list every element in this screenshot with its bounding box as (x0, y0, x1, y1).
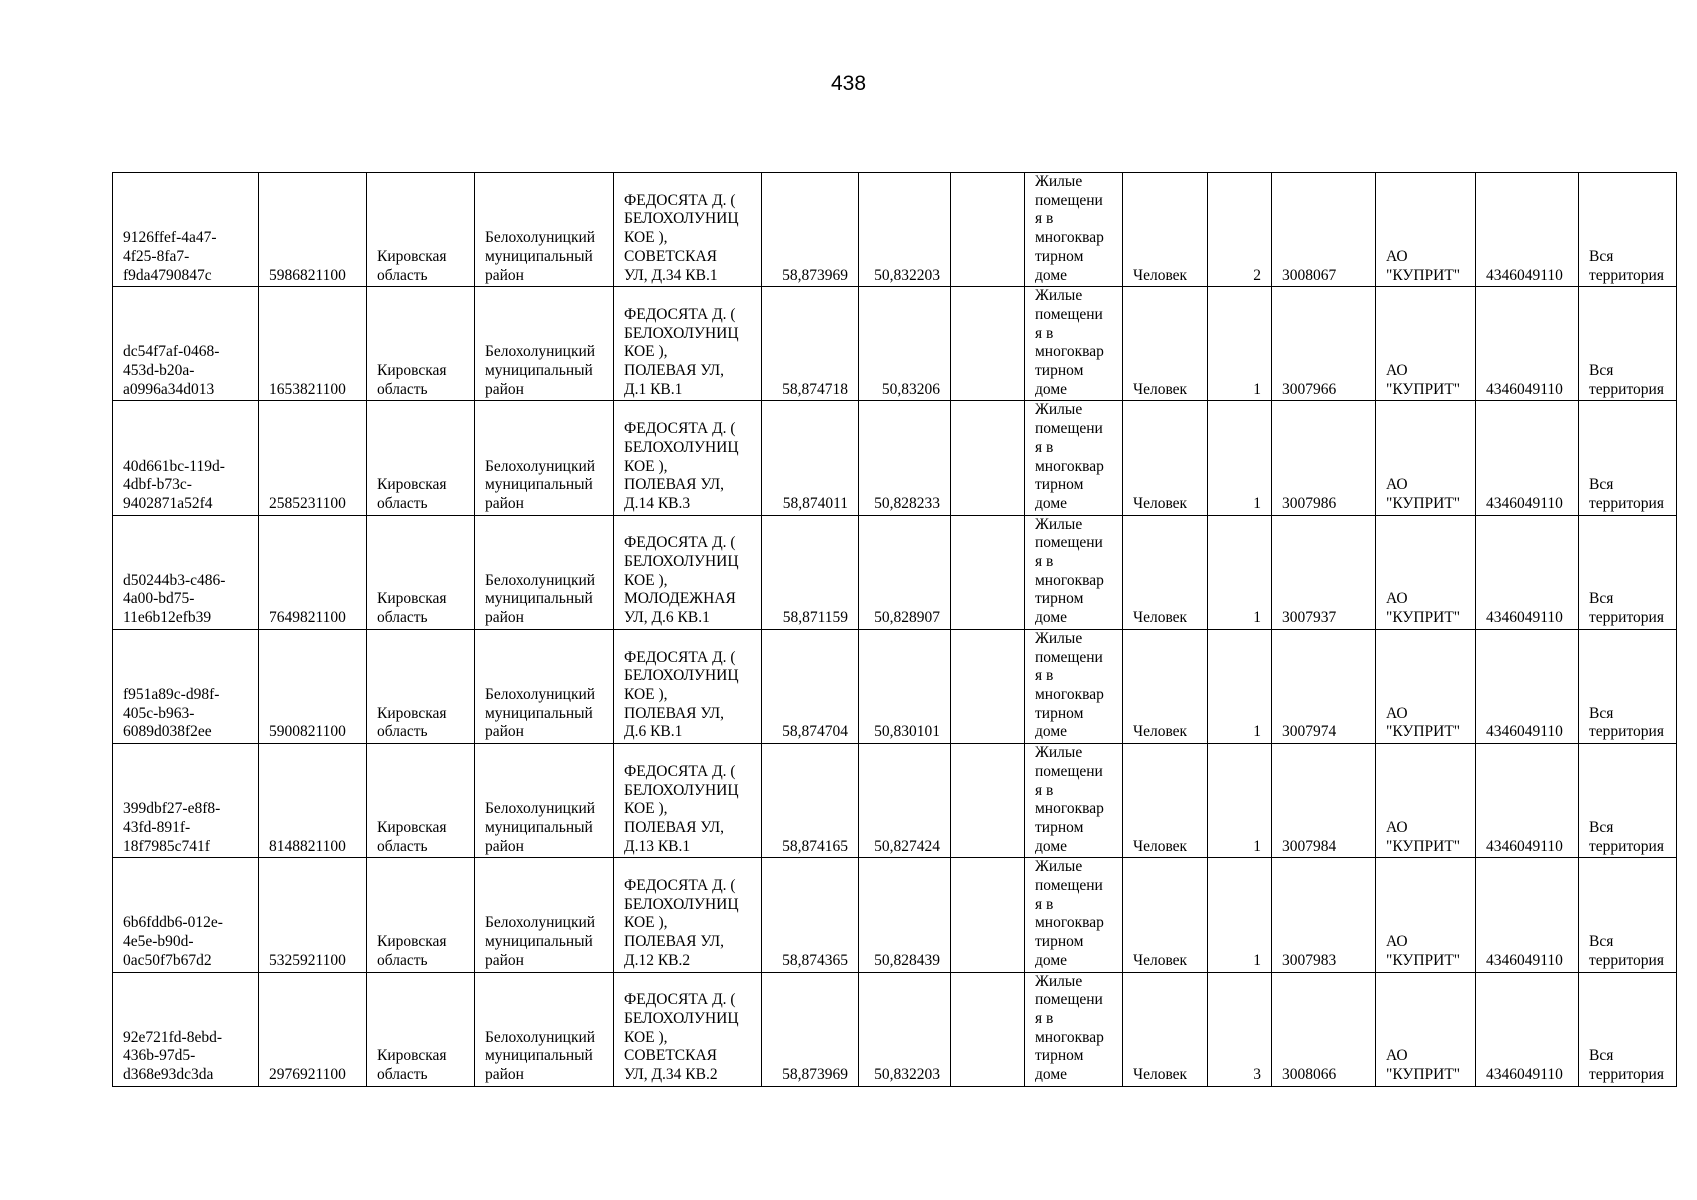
object-id-cell: dc54f7af-0468- 453d-b20a- a0996a34d013 (113, 287, 259, 401)
inn-cell: 4346049110 (1476, 629, 1579, 743)
code-cell: 2976921100 (259, 972, 367, 1086)
table-row (113, 629, 1677, 743)
count-cell: 1 (1208, 401, 1272, 515)
latitude-cell: 58,874165 (762, 744, 859, 858)
organization-cell: АО "КУПРИТ" (1376, 287, 1476, 401)
object-id-cell: 9126ffef-4a47- 4f25-8fa7- f9da4790847c (113, 173, 259, 287)
address-cell: ФЕДОСЯТА Д. ( БЕЛОХОЛУНИЦ КОЕ ), ПОЛЕВАЯ УЛ, Д.13 КВ.1 (614, 744, 762, 858)
organization-cell: АО "КУПРИТ" (1376, 858, 1476, 972)
region-cell: Кировская область (367, 401, 475, 515)
district-cell: Белохолуницкий муниципальный район (475, 858, 614, 972)
empty-cell (951, 173, 1025, 287)
table-row (113, 401, 1677, 515)
inn-cell: 4346049110 (1476, 287, 1579, 401)
latitude-cell: 58,873969 (762, 972, 859, 1086)
territory-cell: Вся территория (1579, 173, 1677, 287)
code-cell: 7649821100 (259, 515, 367, 629)
object-id-cell: 40d661bc-119d- 4dbf-b73c- 9402871a52f4 (113, 401, 259, 515)
premises-type-cell: Жилые помещени я в многоквар тирном доме (1025, 629, 1123, 743)
premises-type-cell: Жилые помещени я в многоквар тирном доме (1025, 401, 1123, 515)
object-id-cell: 6b6fddb6-012e- 4e5e-b90d- 0ac50f7b67d2 (113, 858, 259, 972)
count-cell: 2 (1208, 173, 1272, 287)
table-row (113, 972, 1677, 1086)
district-cell: Белохолуницкий муниципальный район (475, 515, 614, 629)
registry-table (112, 172, 1677, 1087)
address-cell: ФЕДОСЯТА Д. ( БЕЛОХОЛУНИЦ КОЕ ), ПОЛЕВАЯ УЛ, Д.6 КВ.1 (614, 629, 762, 743)
account-number-cell: 3007986 (1272, 401, 1376, 515)
latitude-cell: 58,874365 (762, 858, 859, 972)
district-cell: Белохолуницкий муниципальный район (475, 287, 614, 401)
inn-cell: 4346049110 (1476, 401, 1579, 515)
district-cell: Белохолуницкий муниципальный район (475, 972, 614, 1086)
region-cell: Кировская область (367, 744, 475, 858)
code-cell: 5986821100 (259, 173, 367, 287)
count-cell: 1 (1208, 744, 1272, 858)
empty-cell (951, 515, 1025, 629)
territory-cell: Вся территория (1579, 515, 1677, 629)
region-cell: Кировская область (367, 972, 475, 1086)
region-cell: Кировская область (367, 173, 475, 287)
code-cell: 1653821100 (259, 287, 367, 401)
table-row (113, 858, 1677, 972)
empty-cell (951, 858, 1025, 972)
object-id-cell: 399dbf27-e8f8- 43fd-891f- 18f7985c741f (113, 744, 259, 858)
premises-type-cell: Жилые помещени я в многоквар тирном доме (1025, 287, 1123, 401)
code-cell: 2585231100 (259, 401, 367, 515)
empty-cell (951, 401, 1025, 515)
empty-cell (951, 972, 1025, 1086)
longitude-cell: 50,832203 (859, 972, 951, 1086)
longitude-cell: 50,830101 (859, 629, 951, 743)
premises-type-cell: Жилые помещени я в многоквар тирном доме (1025, 972, 1123, 1086)
district-cell: Белохолуницкий муниципальный район (475, 744, 614, 858)
latitude-cell: 58,871159 (762, 515, 859, 629)
empty-cell (951, 629, 1025, 743)
unit-cell: Человек (1123, 972, 1208, 1086)
account-number-cell: 3007974 (1272, 629, 1376, 743)
longitude-cell: 50,832203 (859, 173, 951, 287)
inn-cell: 4346049110 (1476, 515, 1579, 629)
account-number-cell: 3007984 (1272, 744, 1376, 858)
longitude-cell: 50,827424 (859, 744, 951, 858)
account-number-cell: 3007966 (1272, 287, 1376, 401)
account-number-cell: 3008067 (1272, 173, 1376, 287)
organization-cell: АО "КУПРИТ" (1376, 401, 1476, 515)
inn-cell: 4346049110 (1476, 744, 1579, 858)
premises-type-cell: Жилые помещени я в многоквар тирном доме (1025, 744, 1123, 858)
address-cell: ФЕДОСЯТА Д. ( БЕЛОХОЛУНИЦ КОЕ ), ПОЛЕВАЯ УЛ, Д.12 КВ.2 (614, 858, 762, 972)
unit-cell: Человек (1123, 858, 1208, 972)
longitude-cell: 50,828439 (859, 858, 951, 972)
organization-cell: АО "КУПРИТ" (1376, 629, 1476, 743)
territory-cell: Вся территория (1579, 972, 1677, 1086)
territory-cell: Вся территория (1579, 401, 1677, 515)
territory-cell: Вся территория (1579, 287, 1677, 401)
account-number-cell: 3008066 (1272, 972, 1376, 1086)
code-cell: 8148821100 (259, 744, 367, 858)
table-row (113, 287, 1677, 401)
region-cell: Кировская область (367, 858, 475, 972)
object-id-cell: 92e721fd-8ebd- 436b-97d5- d368e93dc3da (113, 972, 259, 1086)
unit-cell: Человек (1123, 629, 1208, 743)
address-cell: ФЕДОСЯТА Д. ( БЕЛОХОЛУНИЦ КОЕ ), СОВЕТСКАЯ УЛ, Д.34 КВ.1 (614, 173, 762, 287)
object-id-cell: f951a89c-d98f- 405c-b963- 6089d038f2ee (113, 629, 259, 743)
count-cell: 3 (1208, 972, 1272, 1086)
empty-cell (951, 744, 1025, 858)
unit-cell: Человек (1123, 744, 1208, 858)
organization-cell: АО "КУПРИТ" (1376, 173, 1476, 287)
region-cell: Кировская область (367, 287, 475, 401)
premises-type-cell: Жилые помещени я в многоквар тирном доме (1025, 173, 1123, 287)
unit-cell: Человек (1123, 173, 1208, 287)
address-cell: ФЕДОСЯТА Д. ( БЕЛОХОЛУНИЦ КОЕ ), ПОЛЕВАЯ УЛ, Д.14 КВ.3 (614, 401, 762, 515)
territory-cell: Вся территория (1579, 629, 1677, 743)
count-cell: 1 (1208, 515, 1272, 629)
organization-cell: АО "КУПРИТ" (1376, 744, 1476, 858)
page-number: 438 (830, 72, 867, 95)
unit-cell: Человек (1123, 515, 1208, 629)
count-cell: 1 (1208, 858, 1272, 972)
longitude-cell: 50,828233 (859, 401, 951, 515)
count-cell: 1 (1208, 629, 1272, 743)
district-cell: Белохолуницкий муниципальный район (475, 401, 614, 515)
territory-cell: Вся территория (1579, 858, 1677, 972)
unit-cell: Человек (1123, 401, 1208, 515)
longitude-cell: 50,828907 (859, 515, 951, 629)
organization-cell: АО "КУПРИТ" (1376, 515, 1476, 629)
address-cell: ФЕДОСЯТА Д. ( БЕЛОХОЛУНИЦ КОЕ ), МОЛОДЕЖНАЯ УЛ, Д.6 КВ.1 (614, 515, 762, 629)
territory-cell: Вся территория (1579, 744, 1677, 858)
latitude-cell: 58,874011 (762, 401, 859, 515)
account-number-cell: 3007983 (1272, 858, 1376, 972)
organization-cell: АО "КУПРИТ" (1376, 972, 1476, 1086)
inn-cell: 4346049110 (1476, 858, 1579, 972)
table-row (113, 173, 1677, 287)
table-row (113, 515, 1677, 629)
district-cell: Белохолуницкий муниципальный район (475, 173, 614, 287)
code-cell: 5325921100 (259, 858, 367, 972)
longitude-cell: 50,83206 (859, 287, 951, 401)
district-cell: Белохолуницкий муниципальный район (475, 629, 614, 743)
account-number-cell: 3007937 (1272, 515, 1376, 629)
empty-cell (951, 287, 1025, 401)
object-id-cell: d50244b3-c486- 4a00-bd75- 11e6b12efb39 (113, 515, 259, 629)
latitude-cell: 58,873969 (762, 173, 859, 287)
code-cell: 5900821100 (259, 629, 367, 743)
address-cell: ФЕДОСЯТА Д. ( БЕЛОХОЛУНИЦ КОЕ ), СОВЕТСКАЯ УЛ, Д.34 КВ.2 (614, 972, 762, 1086)
inn-cell: 4346049110 (1476, 173, 1579, 287)
region-cell: Кировская область (367, 515, 475, 629)
inn-cell: 4346049110 (1476, 972, 1579, 1086)
latitude-cell: 58,874718 (762, 287, 859, 401)
count-cell: 1 (1208, 287, 1272, 401)
unit-cell: Человек (1123, 287, 1208, 401)
latitude-cell: 58,874704 (762, 629, 859, 743)
registry-body (113, 173, 1677, 1087)
table-row (113, 744, 1677, 858)
region-cell: Кировская область (367, 629, 475, 743)
address-cell: ФЕДОСЯТА Д. ( БЕЛОХОЛУНИЦ КОЕ ), ПОЛЕВАЯ УЛ, Д.1 КВ.1 (614, 287, 762, 401)
premises-type-cell: Жилые помещени я в многоквар тирном доме (1025, 858, 1123, 972)
premises-type-cell: Жилые помещени я в многоквар тирном доме (1025, 515, 1123, 629)
